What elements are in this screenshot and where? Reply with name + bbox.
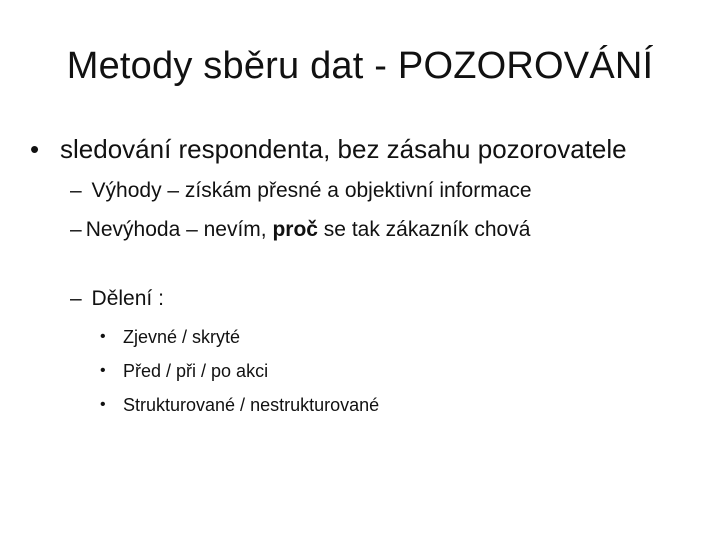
bullet-dot-icon: • — [30, 134, 40, 164]
bullet-dot-icon: • — [100, 362, 106, 379]
sub-bullet-disadvantages — [28, 210, 698, 249]
dash-icon: – — [70, 218, 82, 241]
slide-title: Metody sběru dat - POZOROVÁNÍ — [66, 45, 654, 87]
advantages-text: Výhody – získám přesné a objektivní informace — [91, 179, 532, 202]
division-item — [28, 388, 698, 422]
division-item-text: Zjevné / skryté — [123, 327, 241, 347]
division-item-text: Před / při / po akci — [123, 361, 269, 381]
dash-icon: – — [70, 179, 82, 202]
division-item — [28, 354, 698, 388]
disadvantages-suffix: se tak zákazník chová — [317, 218, 531, 241]
division-list — [28, 320, 698, 422]
disadvantages-prefix: Nevýhoda – nevím, — [85, 218, 273, 241]
bullet-main — [28, 132, 698, 167]
sub-bullet-advantages — [28, 171, 698, 210]
disadvantages-bold-word: proč — [272, 218, 318, 241]
bullet-main-text: sledování respondenta, bez zásahu pozorovatele — [60, 134, 627, 164]
slide-body — [28, 132, 698, 422]
bullet-dot-icon: • — [100, 396, 106, 413]
dash-icon: – — [70, 287, 82, 310]
division-item — [28, 320, 698, 354]
division-item-text: Strukturované / nestrukturované — [123, 395, 380, 415]
sub-bullet-division — [28, 279, 698, 318]
bullet-dot-icon: • — [100, 328, 106, 345]
division-text: Dělení : — [91, 287, 164, 310]
